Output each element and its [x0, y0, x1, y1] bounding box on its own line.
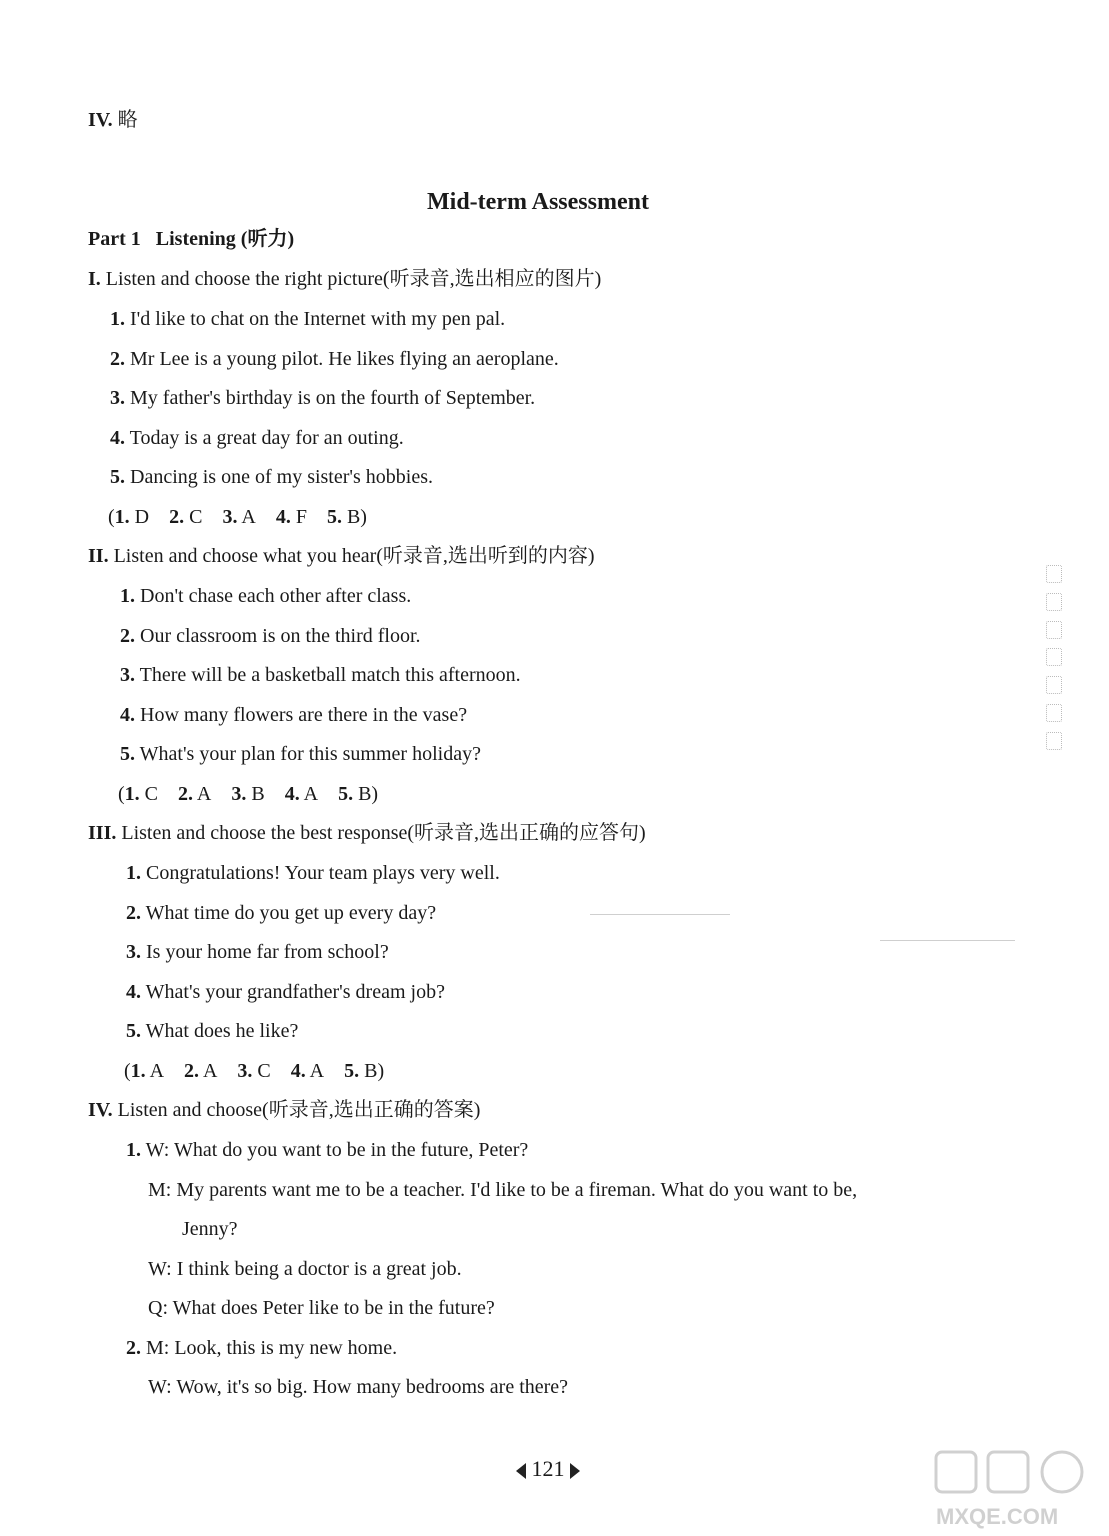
page-title: Mid-term Assessment — [427, 189, 649, 215]
list-item: 4. What's your grandfather's dream job? — [126, 981, 445, 1003]
list-item: 3. There will be a basketball match this afternoon. — [120, 664, 521, 686]
section-label: III. — [88, 822, 117, 844]
list-item: 5. What does he like? — [126, 1020, 299, 1042]
section-label: I. — [88, 268, 101, 290]
answer-key: (1. D 2. C 3. A 4. F 5. B) — [108, 506, 367, 528]
svg-text:MXQE.COM: MXQE.COM — [936, 1504, 1059, 1529]
prev-section-label: IV. — [88, 109, 113, 131]
section-title: Listen and choose what you hear(听录音,选出听到的内容) — [113, 545, 595, 567]
triangle-left-icon — [516, 1463, 526, 1479]
list-item: 1. Don't chase each other after class. — [120, 585, 412, 607]
section-heading — [88, 543, 595, 569]
list-item: 2. Mr Lee is a young pilot. He likes flying an aeroplane. — [110, 348, 559, 370]
page-number: 121 — [516, 1456, 580, 1482]
list-item: 1. Congratulations! Your team plays very well. — [126, 862, 500, 884]
list-item: 3. Is your home far from school? — [126, 941, 389, 963]
part-text: Listening (听力) — [155, 228, 295, 250]
dialogue-line: M: My parents want me to be a teacher. I'd like to be a fireman. What do you want to be, — [148, 1179, 858, 1201]
answer-key: (1. C 2. A 3. B 4. A 5. B) — [118, 783, 379, 805]
section-heading — [88, 266, 601, 292]
answer-key: (1. A 2. A 3. C 4. A 5. B) — [124, 1060, 385, 1082]
list-item: 1. I'd like to chat on the Internet with my pen pal. — [110, 308, 506, 330]
section-title: Listen and choose the best response(听录音,选出正确的应答句) — [121, 822, 646, 844]
dialogue-line: Jenny? — [182, 1218, 238, 1240]
part-label: Part 1 — [88, 228, 141, 250]
scan-artifact-line — [590, 914, 730, 915]
section-heading — [88, 1097, 480, 1123]
dialogue-line: 1. W: What do you want to be in the future, Peter? — [126, 1139, 529, 1161]
section-heading — [88, 820, 646, 846]
section-title: Listen and choose the right picture(听录音,选出相应的图片) — [105, 268, 602, 290]
list-item: 5. Dancing is one of my sister's hobbies. — [110, 466, 434, 488]
list-item: 4. How many flowers are there in the vase? — [120, 704, 468, 726]
dialogue-line: W: I think being a doctor is a great job. — [148, 1258, 462, 1280]
section-title: Listen and choose(听录音,选出正确的答案) — [117, 1099, 481, 1121]
scan-artifact-line — [880, 940, 1015, 941]
list-item: 2. Our classroom is on the third floor. — [120, 625, 421, 647]
triangle-right-icon — [570, 1463, 580, 1479]
dialogue-line: W: Wow, it's so big. How many bedrooms are there? — [148, 1376, 569, 1398]
list-item: 4. Today is a great day for an outing. — [110, 427, 404, 449]
watermark-logo — [930, 1448, 1105, 1533]
side-margin-marks — [1040, 565, 1068, 750]
list-item: 3. My father's birthday is on the fourth of September. — [110, 387, 536, 409]
list-item: 5. What's your plan for this summer holiday? — [120, 743, 481, 765]
dialogue-line: 2. M: Look, this is my new home. — [126, 1337, 398, 1359]
section-label: IV. — [88, 1099, 113, 1121]
prev-section-text: 略 — [117, 109, 138, 131]
part-heading — [88, 226, 294, 252]
section-label: II. — [88, 545, 109, 567]
prev-section-line — [88, 107, 138, 133]
list-item: 2. What time do you get up every day? — [126, 902, 437, 924]
dialogue-line: Q: What does Peter like to be in the future? — [148, 1297, 495, 1319]
